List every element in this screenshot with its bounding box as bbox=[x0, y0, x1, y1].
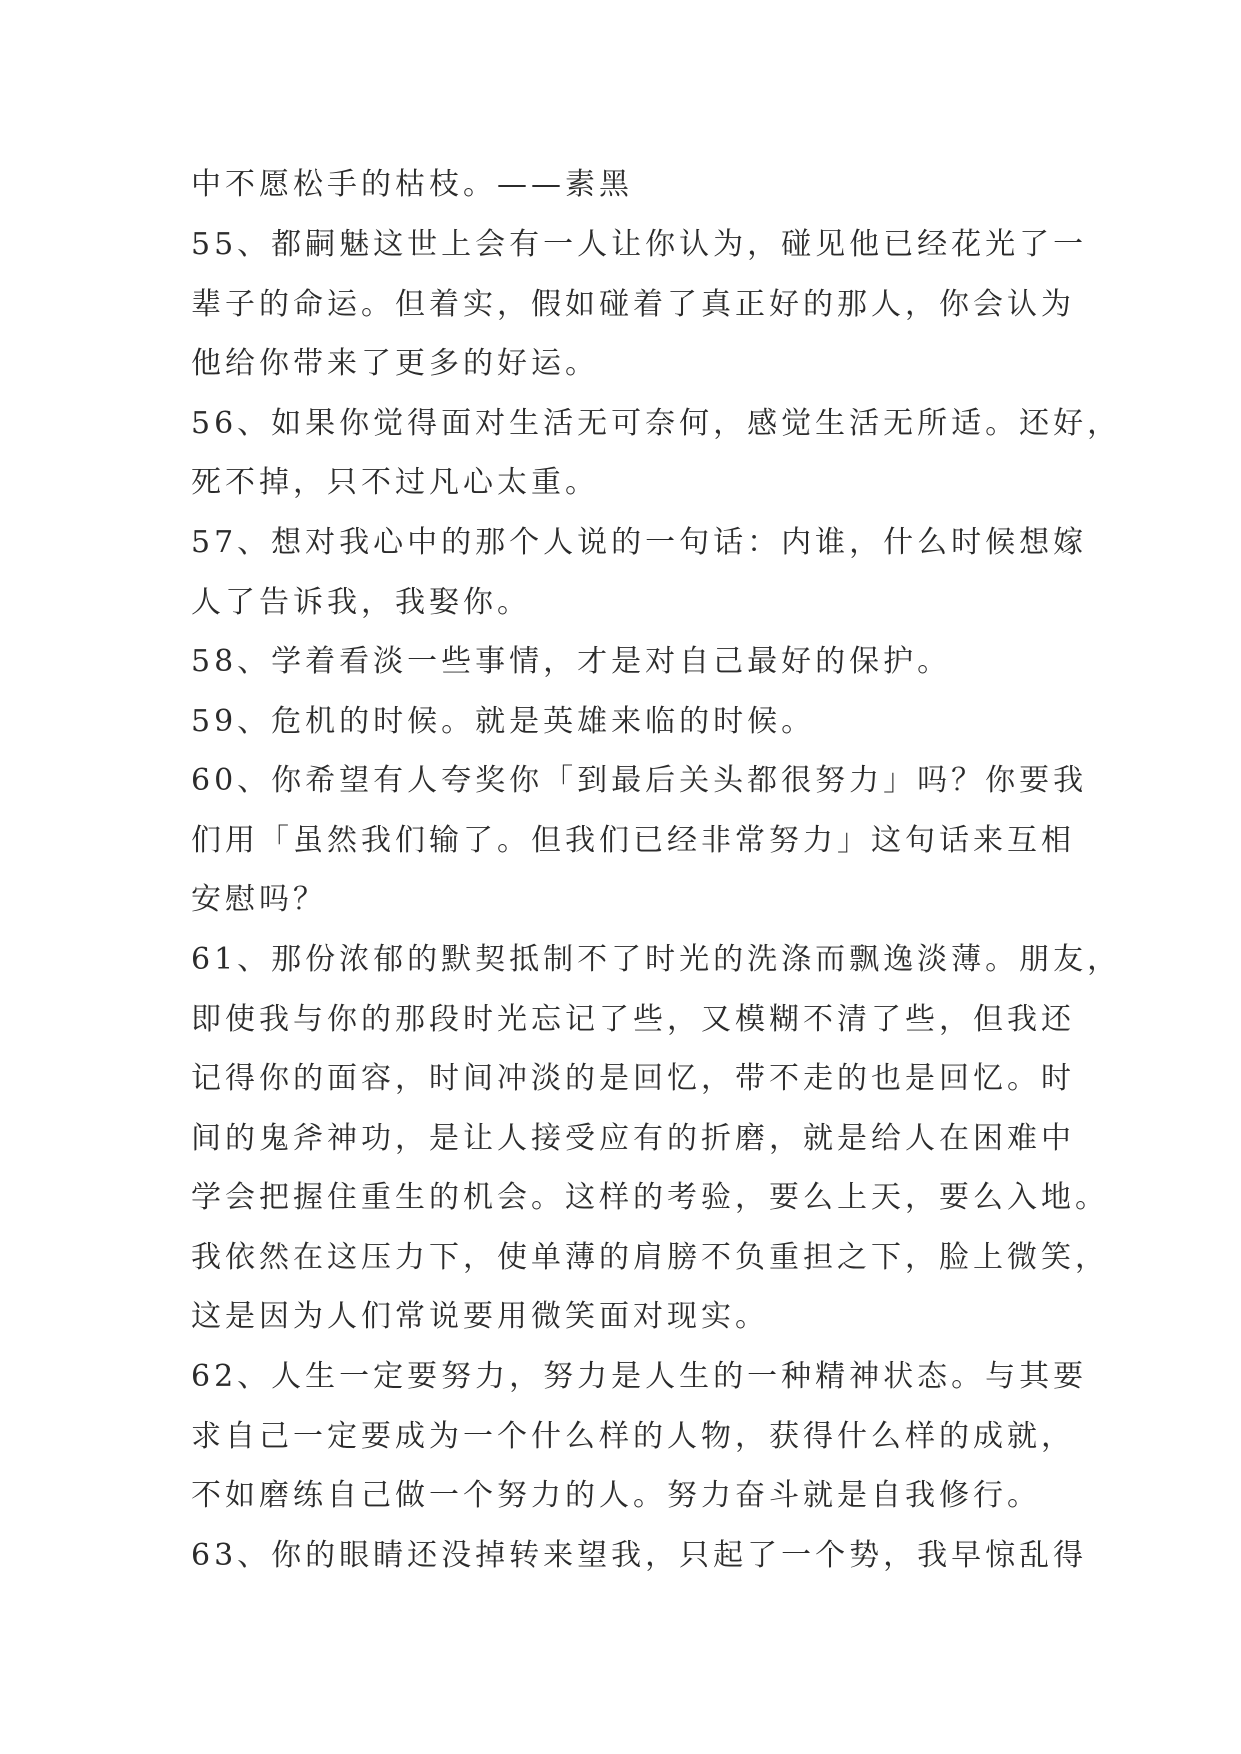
text-line: 我依然在这压力下，使单薄的肩膀不负重担之下，脸上微笑， bbox=[191, 1240, 1109, 1275]
text-line: 们用「虽然我们输了。但我们已经非常努力」这句话来互相 bbox=[191, 823, 1075, 858]
text-line: 不如磨练自己做一个努力的人。努力奋斗就是自我修行。 bbox=[191, 1478, 1041, 1513]
text-line: 59、危机的时候。就是英雄来临的时候。 bbox=[191, 704, 816, 739]
text-line: 安慰吗？ bbox=[191, 882, 327, 917]
text-line: 58、学着看淡一些事情，才是对自己最好的保护。 bbox=[191, 644, 952, 679]
text-line: 57、想对我心中的那个人说的一句话：内谁，什么时候想嫁 bbox=[191, 525, 1088, 560]
text-line: 即使我与你的那段时光忘记了些，又模糊不清了些，但我还 bbox=[191, 1002, 1075, 1037]
text-line: 求自己一定要成为一个什么样的人物，获得什么样的成就， bbox=[191, 1419, 1075, 1454]
text-line: 55、都嗣魅这世上会有一人让你认为，碰见他已经花光了一 bbox=[191, 227, 1088, 262]
text-line: 中不愿松手的枯枝。——素黑 bbox=[191, 167, 633, 202]
text-line: 63、你的眼睛还没掉转来望我，只起了一个势，我早惊乱得 bbox=[191, 1538, 1088, 1573]
text-line: 学会把握住重生的机会。这样的考验，要么上天，要么入地。 bbox=[191, 1180, 1109, 1215]
document-page bbox=[191, 0, 1122, 1754]
text-line: 61、那份浓郁的默契抵制不了时光的洗涤而飘逸淡薄。朋友， bbox=[191, 942, 1122, 977]
text-line: 人了告诉我，我娶你。 bbox=[191, 585, 531, 620]
text-line: 他给你带来了更多的好运。 bbox=[191, 346, 599, 381]
text-line: 这是因为人们常说要用微笑面对现实。 bbox=[191, 1299, 769, 1334]
text-line: 间的鬼斧神功，是让人接受应有的折磨，就是给人在困难中 bbox=[191, 1121, 1075, 1156]
text-line: 62、人生一定要努力，努力是人生的一种精神状态。与其要 bbox=[191, 1359, 1088, 1394]
text-line: 辈子的命运。但着实，假如碰着了真正好的那人，你会认为 bbox=[191, 287, 1075, 322]
text-line: 56、如果你觉得面对生活无可奈何，感觉生活无所适。还好， bbox=[191, 406, 1122, 441]
text-line: 60、你希望有人夸奖你「到最后关头都很努力」吗？你要我 bbox=[191, 763, 1088, 798]
text-line: 死不掉，只不过凡心太重。 bbox=[191, 465, 599, 500]
text-line: 记得你的面容，时间冲淡的是回忆，带不走的也是回忆。时 bbox=[191, 1061, 1075, 1096]
